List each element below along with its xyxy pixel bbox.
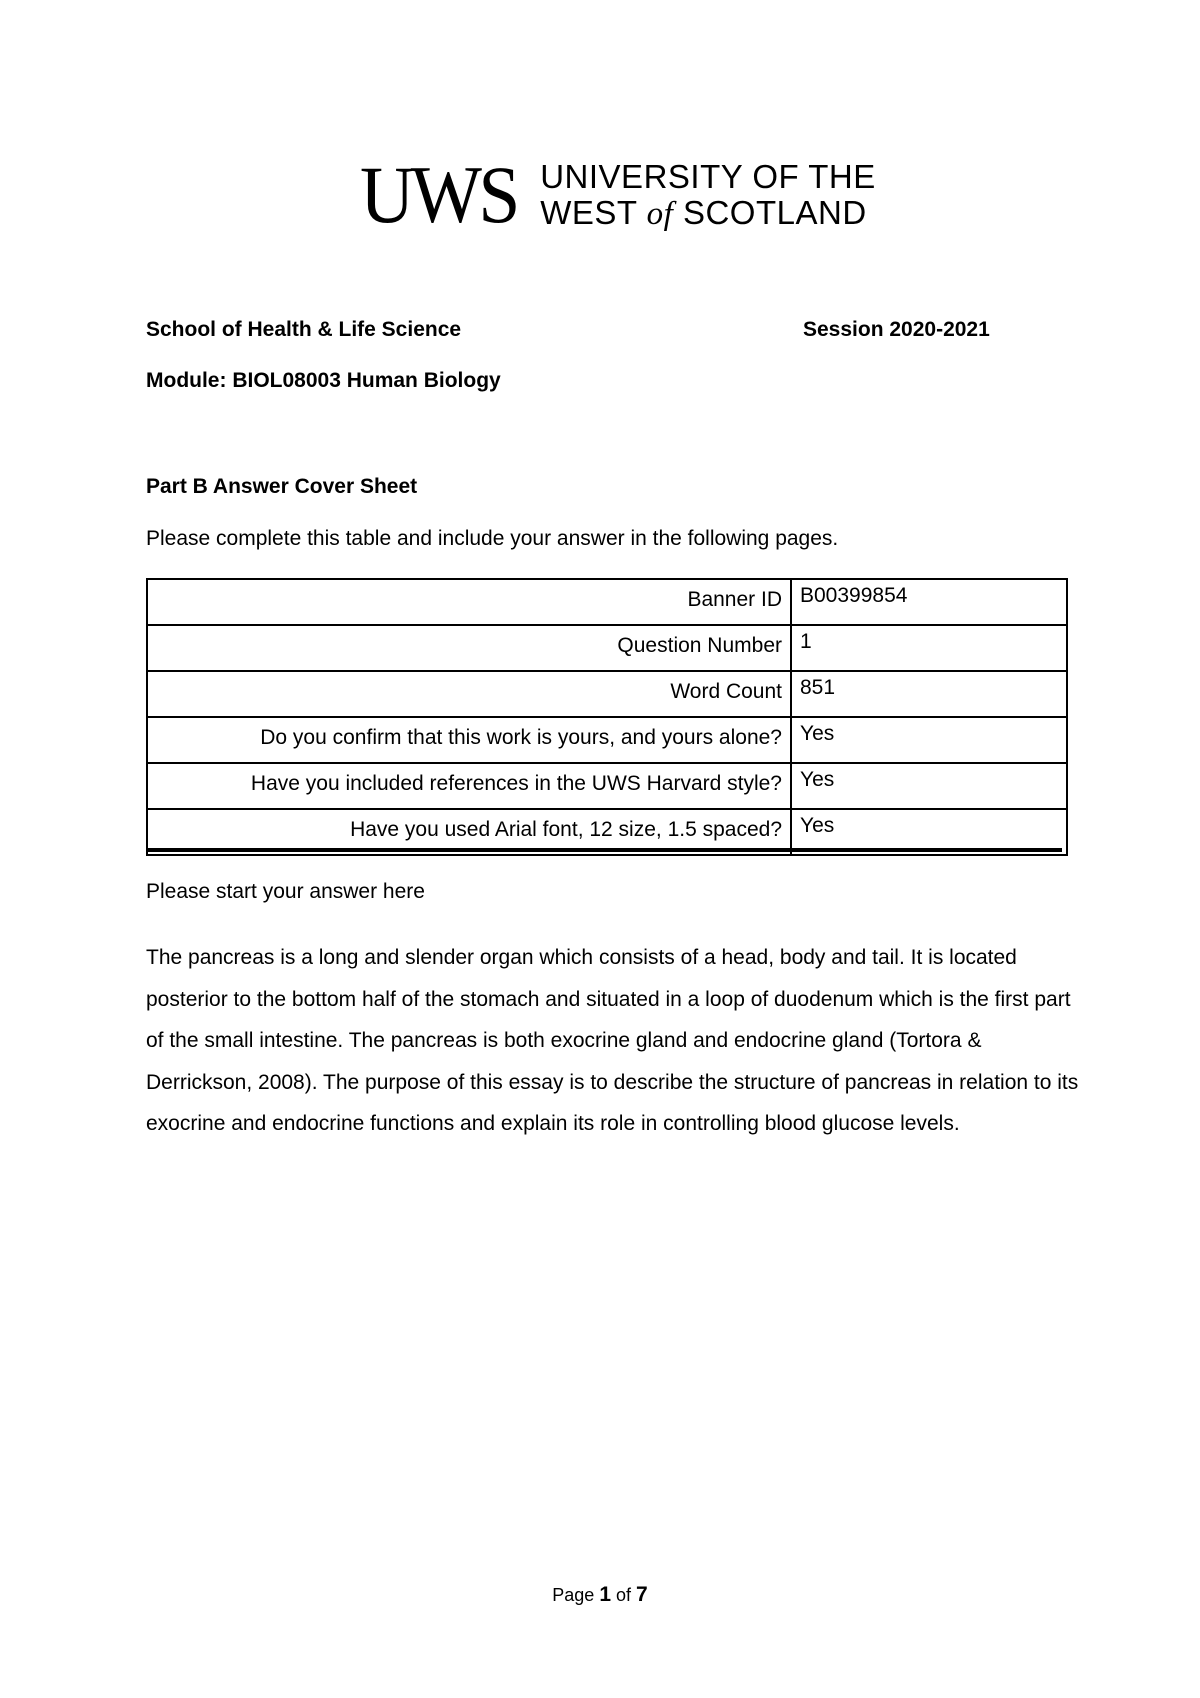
- question-cell: Question Number: [147, 625, 791, 671]
- logo-line-2: WEST of SCOTLAND: [540, 193, 867, 232]
- horizontal-divider: [146, 848, 1062, 852]
- cover-sheet-table: [146, 578, 1068, 856]
- question-cell: Have you used Arial font, 12 size, 1.5 spaced?: [147, 809, 791, 855]
- answer-cell: 851: [791, 671, 1067, 717]
- instruction-text: Please complete this table and include your answer in the following pages.: [146, 527, 839, 550]
- answer-cell: Yes: [791, 717, 1067, 763]
- question-cell: Banner ID: [147, 579, 791, 625]
- session-year: Session 2020-2021: [803, 318, 990, 341]
- page-number: 1: [599, 1583, 611, 1606]
- answer-start-label: Please start your answer here: [146, 880, 425, 903]
- school-name: School of Health & Life Science: [146, 318, 462, 341]
- logo-wordmark: [540, 159, 876, 232]
- section-title: Part B Answer Cover Sheet: [146, 475, 418, 498]
- table-row: [147, 625, 1067, 671]
- logo-mark: UWS: [360, 149, 517, 240]
- question-cell: Word Count: [147, 671, 791, 717]
- of-word: of: [616, 1585, 632, 1605]
- answer-cell: B00399854: [791, 579, 1067, 625]
- table-row: [147, 763, 1067, 809]
- university-logo: [360, 150, 876, 240]
- answer-cell: 1: [791, 625, 1067, 671]
- question-cell: Have you included references in the UWS Harvard style?: [147, 763, 791, 809]
- table-row: [147, 717, 1067, 763]
- module-title: Module: BIOL08003 Human Biology: [146, 369, 501, 392]
- body-paragraph: The pancreas is a long and slender organ which consists of a head, body and tail. It is located posterior to the bottom half of the stomach and situated in a loop of duodenum which is the first part of the small intestine. The pancreas is both exocrine gland and endocrine gland (Tortora & Derrickson, 2008). The purpose of this essay is to describe the structure of pancreas in relation to its exocrine and endocrine functions and explain its role in controlling blood glucose levels.: [146, 946, 1079, 1136]
- page-total: 7: [636, 1583, 648, 1606]
- table-row: [147, 579, 1067, 625]
- page-footer: [0, 1583, 1200, 1607]
- page-word: Page: [552, 1585, 595, 1605]
- table-row: [147, 671, 1067, 717]
- answer-cell: Yes: [791, 809, 1067, 855]
- logo-line-1: UNIVERSITY OF THE: [540, 157, 876, 195]
- answer-cell: Yes: [791, 763, 1067, 809]
- question-cell: Do you confirm that this work is yours, and yours alone?: [147, 717, 791, 763]
